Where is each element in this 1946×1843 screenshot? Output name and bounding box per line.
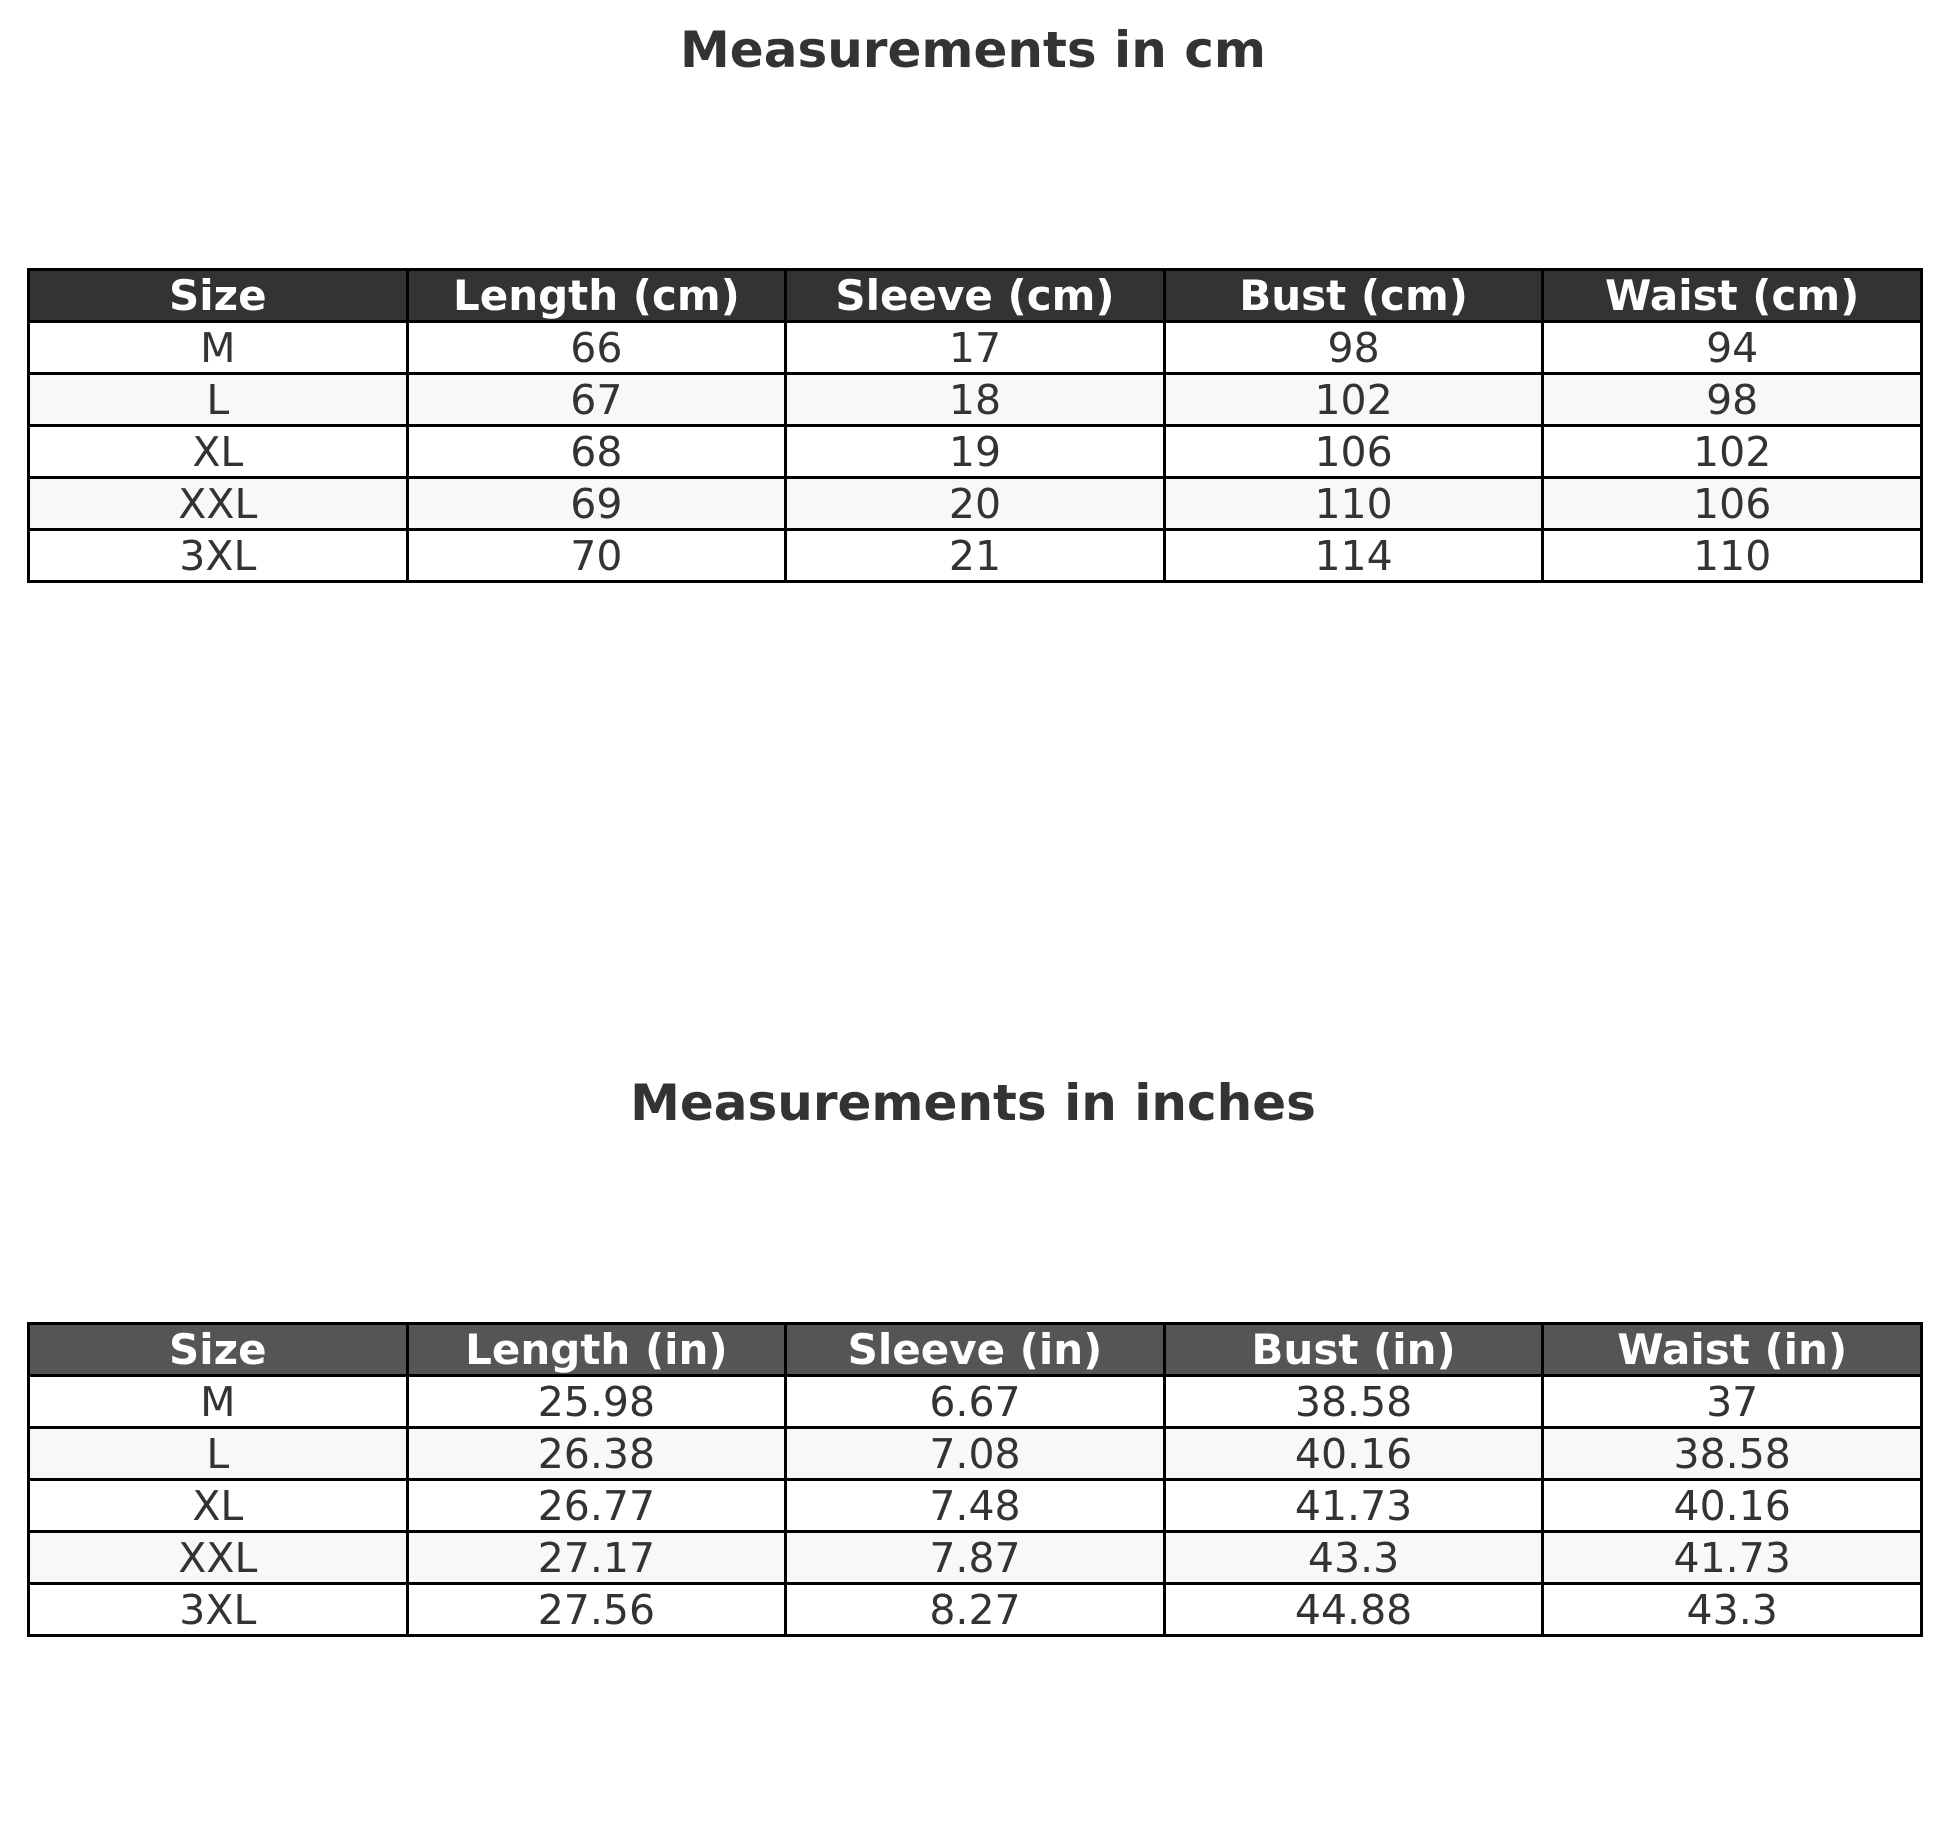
column-header-sleeve-cm: Sleeve (cm) [786, 270, 1165, 322]
measurement-cell: 41.73 [1164, 1480, 1543, 1532]
measurement-cell: 110 [1543, 530, 1922, 582]
column-header-size: Size [29, 1324, 408, 1376]
column-header-size: Size [29, 270, 408, 322]
table-row [29, 530, 1922, 582]
measurement-cell: 27.17 [407, 1532, 786, 1584]
measurement-cell: 67 [407, 374, 786, 426]
measurement-cell: 38.58 [1543, 1428, 1922, 1480]
measurement-cell: 37 [1543, 1376, 1922, 1428]
size-cell: L [29, 374, 408, 426]
table-title-cm: Measurements in cm [680, 21, 1266, 79]
table-title-inches: Measurements in inches [630, 1074, 1316, 1132]
measurement-cell: 44.88 [1164, 1584, 1543, 1636]
table-row [29, 426, 1922, 478]
measurement-cell: 26.38 [407, 1428, 786, 1480]
measurement-cell: 40.16 [1164, 1428, 1543, 1480]
measurement-cell: 66 [407, 322, 786, 374]
size-cell: XXL [29, 1532, 408, 1584]
column-header-length-in: Length (in) [407, 1324, 786, 1376]
table-row [29, 478, 1922, 530]
measurement-cell: 26.77 [407, 1480, 786, 1532]
table-body [29, 1376, 1922, 1636]
column-header-bust-in: Bust (in) [1164, 1324, 1543, 1376]
header-row [29, 270, 1922, 322]
column-header-bust-cm: Bust (cm) [1164, 270, 1543, 322]
measurement-cell: 6.67 [786, 1376, 1165, 1428]
table-row [29, 1532, 1922, 1584]
measurement-cell: 18 [786, 374, 1165, 426]
table-row [29, 322, 1922, 374]
measurement-cell: 110 [1164, 478, 1543, 530]
measurement-cell: 40.16 [1543, 1480, 1922, 1532]
header-row [29, 1324, 1922, 1376]
measurement-cell: 27.56 [407, 1584, 786, 1636]
size-cell: XXL [29, 478, 408, 530]
measurement-cell: 25.98 [407, 1376, 786, 1428]
size-cell: 3XL [29, 530, 408, 582]
table-row [29, 374, 1922, 426]
measurement-cell: 102 [1164, 374, 1543, 426]
measurement-cell: 19 [786, 426, 1165, 478]
table-row [29, 1428, 1922, 1480]
size-cell: M [29, 1376, 408, 1428]
size-table-inches [27, 1322, 1923, 1637]
measurement-cell: 7.87 [786, 1532, 1165, 1584]
measurement-cell: 21 [786, 530, 1165, 582]
measurement-cell: 69 [407, 478, 786, 530]
measurement-cell: 43.3 [1543, 1584, 1922, 1636]
measurement-cell: 38.58 [1164, 1376, 1543, 1428]
table-body [29, 322, 1922, 582]
column-header-waist-cm: Waist (cm) [1543, 270, 1922, 322]
measurement-cell: 20 [786, 478, 1165, 530]
table-row [29, 1376, 1922, 1428]
column-header-waist-in: Waist (in) [1543, 1324, 1922, 1376]
size-cell: XL [29, 1480, 408, 1532]
measurement-cell: 41.73 [1543, 1532, 1922, 1584]
size-table-cm [27, 268, 1923, 583]
table-row [29, 1480, 1922, 1532]
measurement-cell: 7.08 [786, 1428, 1165, 1480]
column-header-sleeve-in: Sleeve (in) [786, 1324, 1165, 1376]
measurement-cell: 106 [1164, 426, 1543, 478]
measurement-cell: 94 [1543, 322, 1922, 374]
size-cell: L [29, 1428, 408, 1480]
size-cell: M [29, 322, 408, 374]
measurement-cell: 98 [1543, 374, 1922, 426]
measurement-cell: 7.48 [786, 1480, 1165, 1532]
measurement-cell: 68 [407, 426, 786, 478]
measurement-cell: 98 [1164, 322, 1543, 374]
measurement-cell: 114 [1164, 530, 1543, 582]
size-cell: XL [29, 426, 408, 478]
column-header-length-cm: Length (cm) [407, 270, 786, 322]
measurement-cell: 43.3 [1164, 1532, 1543, 1584]
table-row [29, 1584, 1922, 1636]
measurement-cell: 102 [1543, 426, 1922, 478]
measurement-cell: 8.27 [786, 1584, 1165, 1636]
size-cell: 3XL [29, 1584, 408, 1636]
measurement-cell: 17 [786, 322, 1165, 374]
measurement-cell: 70 [407, 530, 786, 582]
measurement-cell: 106 [1543, 478, 1922, 530]
